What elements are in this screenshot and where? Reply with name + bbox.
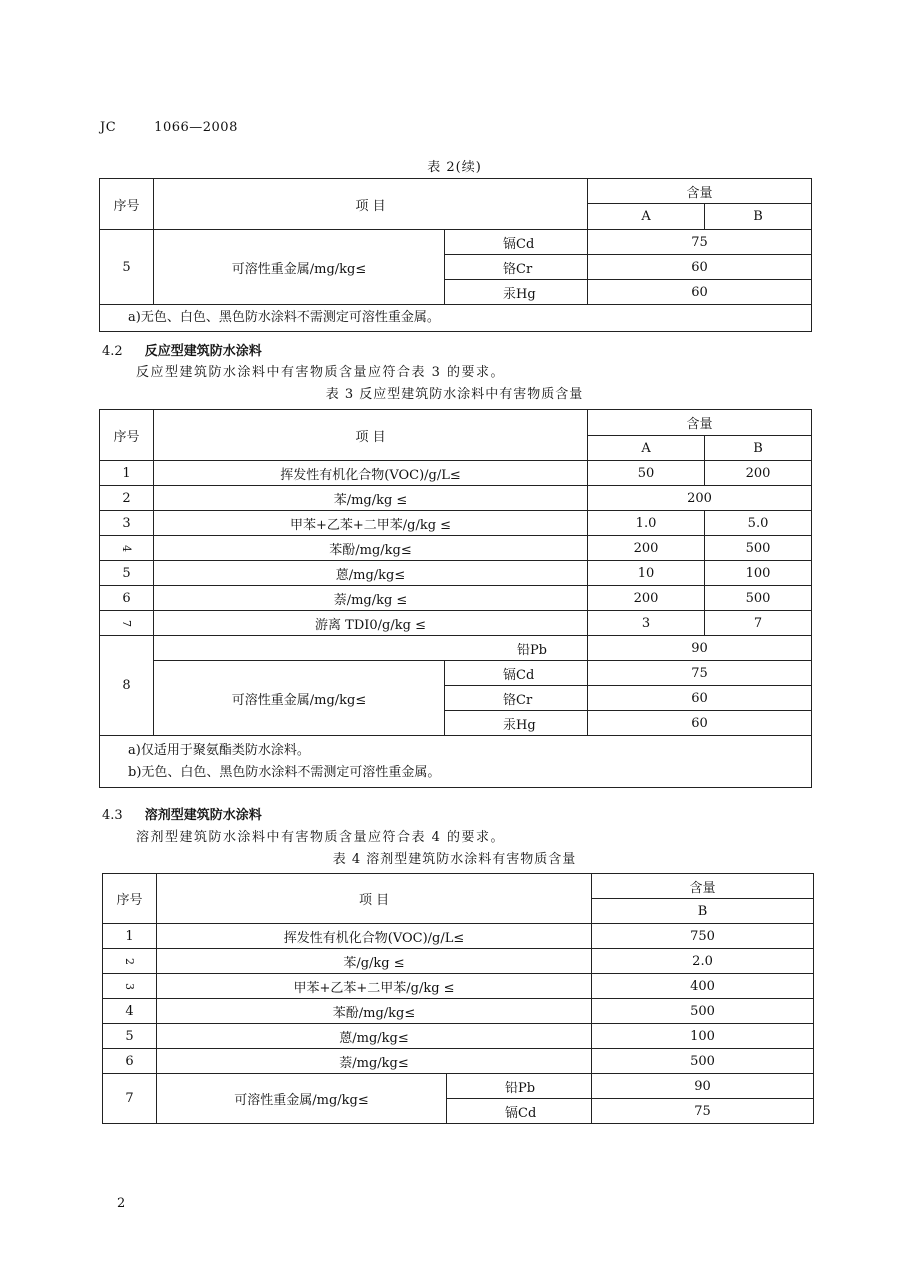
row-b: 500 [705, 586, 812, 611]
row-item: 蒽/mg/kg≤ [157, 1024, 592, 1049]
row-seq: 1 [103, 924, 157, 949]
table-row [100, 486, 812, 511]
row-b: 500 [592, 999, 814, 1024]
section-4-3-paragraph: 溶剂型建筑防水涂料中有害物质含量应符合表 4 的要求。 [136, 830, 506, 845]
row-item: 甲苯+乙苯+二甲苯/g/kg ≤ [157, 974, 592, 999]
table3-metal-value: 75 [588, 661, 812, 686]
table3-col-item: 项 目 [154, 410, 588, 461]
table3 [99, 409, 812, 788]
table4-col-item: 项 目 [157, 874, 592, 924]
row-b: 500 [592, 1049, 814, 1074]
table3-col-b: B [705, 436, 812, 461]
row-item: 蒽/mg/kg≤ [154, 561, 588, 586]
table4-col-content: 含量 [592, 874, 814, 899]
table-row [100, 461, 812, 486]
row-item: 苯酚/mg/kg≤ [157, 999, 592, 1024]
table-row [103, 1024, 814, 1049]
standard-header [100, 120, 238, 135]
table4-col-seq: 序号 [103, 874, 157, 924]
table2-col-seq: 序号 [100, 179, 154, 230]
row-seq: 5 [100, 561, 154, 586]
table4 [102, 873, 814, 1124]
table2-seq: 5 [100, 230, 154, 305]
row-item: 萘/mg/kg≤ [157, 1049, 592, 1074]
table-row [100, 611, 812, 636]
table-row [103, 924, 814, 949]
row-item: 苯酚/mg/kg≤ [154, 536, 588, 561]
table2-item: 可溶性重金属/mg/kg≤ [154, 230, 445, 305]
row-b: 750 [592, 924, 814, 949]
table3-note-a: a)仅适用于聚氨酯类防水涂料。 [128, 742, 310, 758]
row-item: 萘/mg/kg ≤ [154, 586, 588, 611]
table3-metal: 汞Hg [445, 711, 588, 736]
row-seq: 2 [100, 486, 154, 511]
table4-seq7: 7 [103, 1074, 157, 1124]
section-title: 反应型建筑防水涂料 [144, 344, 262, 359]
table3-metal-value: 60 [588, 711, 812, 736]
table2-metal: 汞Hg [445, 280, 588, 305]
table-row [100, 586, 812, 611]
table3-metal-value: 90 [588, 636, 812, 661]
table4-metal: 镉Cd [447, 1099, 592, 1124]
row-a: 200 [588, 586, 705, 611]
table4-metal: 铅Pb [447, 1074, 592, 1099]
row-b: 7 [705, 611, 812, 636]
row-seq: 6 [103, 1049, 157, 1074]
table3-col-content: 含量 [588, 410, 812, 436]
row-b: 500 [705, 536, 812, 561]
section-title: 溶剂型建筑防水涂料 [144, 808, 262, 823]
row-seq: 3 [100, 511, 154, 536]
table3-metal-value: 60 [588, 686, 812, 711]
row-item: 游离 TDI0/g/kg ≤ [154, 611, 588, 636]
table3-caption: 表 3 反应型建筑防水涂料中有害物质含量 [325, 387, 584, 402]
row-item: 苯/g/kg ≤ [157, 949, 592, 974]
row-ab: 200 [588, 486, 812, 511]
row-a: 1.0 [588, 511, 705, 536]
section-4-2-title [102, 340, 262, 359]
section-number: 4.2 [102, 344, 123, 359]
row-seq: 3 [103, 974, 157, 999]
table3-metal: 镉Cd [445, 661, 588, 686]
row-seq: 7 [100, 611, 154, 636]
row-b: 2.0 [592, 949, 814, 974]
section-4-2-paragraph: 反应型建筑防水涂料中有害物质含量应符合表 3 的要求。 [136, 365, 506, 380]
row-a: 10 [588, 561, 705, 586]
row-a: 200 [588, 536, 705, 561]
table-row [103, 974, 814, 999]
table2-metal: 镉Cd [445, 230, 588, 255]
table2-col-item: 项 目 [154, 179, 588, 230]
table-row [103, 999, 814, 1024]
standard-number: 1066—2008 [154, 120, 238, 135]
table3-note-b: b)无色、白色、黑色防水涂料不需测定可溶性重金属。 [128, 764, 441, 780]
table-row [103, 1049, 814, 1074]
table-row [100, 561, 812, 586]
table3-metal: 铅Pb [154, 636, 588, 661]
row-b: 100 [705, 561, 812, 586]
row-seq: 6 [100, 586, 154, 611]
table4-item7: 可溶性重金属/mg/kg≤ [157, 1074, 447, 1124]
table3-col-a: A [588, 436, 705, 461]
table-row [103, 949, 814, 974]
row-b: 400 [592, 974, 814, 999]
row-item: 挥发性有机化合物(VOC)/g/L≤ [154, 461, 588, 486]
row-item: 挥发性有机化合物(VOC)/g/L≤ [157, 924, 592, 949]
table3-seq8: 8 [100, 636, 154, 736]
row-b: 200 [705, 461, 812, 486]
table2-metal: 铬Cr [445, 255, 588, 280]
row-seq: 4 [103, 999, 157, 1024]
section-number: 4.3 [102, 808, 123, 823]
table2-col-b: B [705, 204, 812, 230]
table3-col-seq: 序号 [100, 410, 154, 461]
row-item: 苯/mg/kg ≤ [154, 486, 588, 511]
table2 [99, 178, 812, 332]
table3-metal: 铬Cr [445, 686, 588, 711]
row-b: 100 [592, 1024, 814, 1049]
row-seq: 2 [103, 949, 157, 974]
row-seq: 4 [100, 536, 154, 561]
table2-caption: 表 2(续) [427, 160, 482, 175]
table3-notes [100, 736, 812, 788]
table4-caption: 表 4 溶剂型建筑防水涂料有害物质含量 [332, 852, 577, 867]
table2-value: 60 [588, 255, 812, 280]
table4-col-b: B [592, 899, 814, 924]
table2-col-content: 含量 [588, 179, 812, 204]
table2-value: 60 [588, 280, 812, 305]
table2-col-a: A [588, 204, 705, 230]
row-a: 50 [588, 461, 705, 486]
table3-item8: 可溶性重金属/mg/kg≤ [154, 661, 445, 736]
row-b: 5.0 [705, 511, 812, 536]
table-row [100, 536, 812, 561]
row-a: 3 [588, 611, 705, 636]
row-item: 甲苯+乙苯+二甲苯/g/kg ≤ [154, 511, 588, 536]
table2-note: a)无色、白色、黑色防水涂料不需测定可溶性重金属。 [100, 305, 812, 332]
standard-code: JC [100, 120, 117, 135]
row-seq: 1 [100, 461, 154, 486]
page-number: 2 [117, 1196, 126, 1211]
table4-metal-value: 90 [592, 1074, 814, 1099]
table4-metal-value: 75 [592, 1099, 814, 1124]
table-row [100, 511, 812, 536]
section-4-3-title [102, 804, 262, 823]
row-seq: 5 [103, 1024, 157, 1049]
table2-value: 75 [588, 230, 812, 255]
